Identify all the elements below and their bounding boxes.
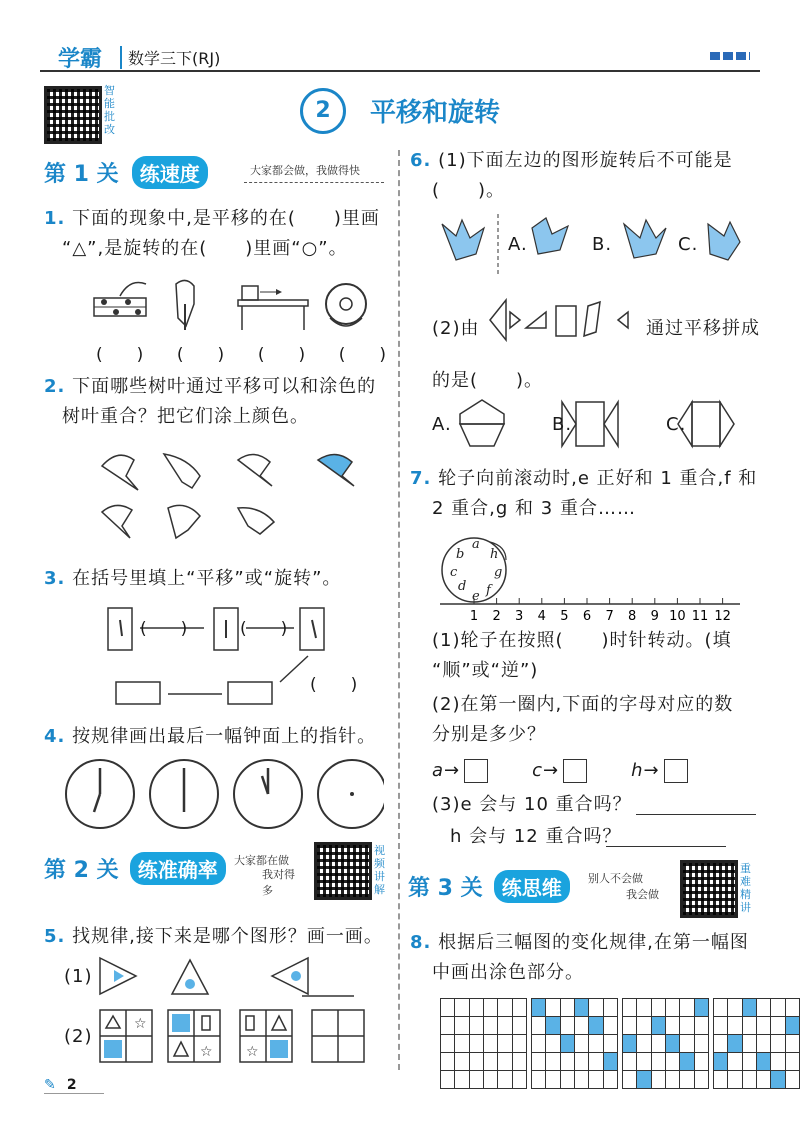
logo: 学霸 xyxy=(58,47,103,72)
q1-blanks xyxy=(96,340,386,365)
q6-composite-a[interactable]: A. xyxy=(432,414,452,435)
grid-cell xyxy=(455,1053,469,1071)
tick-label: 5 xyxy=(560,609,569,624)
q5-number: 5. xyxy=(44,926,66,947)
svg-text:☆: ☆ xyxy=(200,1044,213,1060)
grid-cell xyxy=(546,1053,560,1071)
grid-cell xyxy=(680,1035,694,1053)
grid-cell xyxy=(771,1053,785,1071)
grid-cell xyxy=(483,1053,497,1071)
answer-box-h[interactable] xyxy=(664,759,688,783)
grid-cell xyxy=(680,1017,694,1035)
grid-cell xyxy=(651,999,665,1017)
grid-cell xyxy=(694,999,708,1017)
grid-cell xyxy=(665,1017,679,1035)
answer-box-c[interactable] xyxy=(563,759,587,783)
grid-cell xyxy=(623,1053,637,1071)
leaf-4 xyxy=(102,505,132,538)
grid-cell xyxy=(546,999,560,1017)
q1-blank-2[interactable]: ( ) xyxy=(176,345,225,365)
q8-grids xyxy=(440,998,800,1089)
grid-cell xyxy=(603,1071,617,1089)
q6-number: 6. xyxy=(410,150,432,171)
question-2 xyxy=(44,372,394,432)
grid-cell xyxy=(742,999,756,1017)
map-h: h→ xyxy=(631,756,688,786)
grid-cell xyxy=(694,1035,708,1053)
question-5 xyxy=(44,922,394,952)
grid-cell xyxy=(512,1017,526,1035)
grid-cell xyxy=(574,1017,588,1035)
leaf-option-b xyxy=(624,220,666,258)
leaf-option-c xyxy=(708,222,740,260)
grid-cell xyxy=(483,999,497,1017)
grid-cell xyxy=(785,1035,799,1053)
q7-line1: 轮子向前滚动时,e 正好和 1 重合,f 和 xyxy=(438,468,758,489)
abacus-picture xyxy=(94,283,146,317)
level-3-pill: 练思维 xyxy=(494,870,570,903)
grid-cell xyxy=(637,1035,651,1053)
grid-cell xyxy=(714,1017,728,1035)
grid-cell xyxy=(714,1071,728,1089)
grid-cell xyxy=(728,999,742,1017)
q5-part1-shapes xyxy=(96,954,366,998)
wheel-letter-e: e xyxy=(472,589,480,604)
grid-cell xyxy=(469,1017,483,1035)
grid-cell xyxy=(694,1053,708,1071)
subject-label: 数学三下(RJ) xyxy=(120,46,220,69)
q5-text: 找规律,接下来是哪个图形？画一画。 xyxy=(72,926,383,947)
grid-cell xyxy=(574,1053,588,1071)
q1-line1: 下面的现象中,是平移的在( )里画 xyxy=(72,208,380,229)
grid-cell xyxy=(441,1053,455,1071)
question-7 xyxy=(410,464,760,524)
grid-pattern-2 xyxy=(622,998,709,1089)
q1-blank-3[interactable]: ( ) xyxy=(257,345,306,365)
q2-line2: 树叶重合？把它们涂上颜色。 xyxy=(62,406,309,427)
grid-cell xyxy=(498,1071,512,1089)
q6-option-b[interactable]: B. xyxy=(592,234,613,255)
q7-sub3-answer-1[interactable] xyxy=(636,814,756,815)
grid-cell xyxy=(469,1035,483,1053)
grid-cell xyxy=(483,1071,497,1089)
q8-number: 8. xyxy=(410,932,432,953)
wheel-letter-h: h xyxy=(490,547,499,562)
section-number: 2 xyxy=(300,88,346,134)
grid-cell xyxy=(574,999,588,1017)
grid-cell xyxy=(771,999,785,1017)
q7-wheel-diagram xyxy=(440,534,750,624)
leaf-1 xyxy=(102,455,138,490)
wheel-letter-d: d xyxy=(458,579,467,594)
q7-sub2 xyxy=(432,690,762,750)
question-1 xyxy=(44,204,394,264)
grid-cell xyxy=(785,1071,799,1089)
grid-cell xyxy=(651,1035,665,1053)
leaf-6 xyxy=(238,508,274,534)
grid-cell xyxy=(651,1017,665,1035)
grid-cell xyxy=(714,999,728,1017)
grid-cell xyxy=(455,999,469,1017)
grid-cell xyxy=(469,1053,483,1071)
q6-part1-line1: (1)下面左边的图形旋转后不可能是 xyxy=(438,150,733,171)
grid-cell xyxy=(623,1035,637,1053)
q7-sub2-line2: 分别是多少？ xyxy=(432,724,546,745)
grid-cell xyxy=(665,1035,679,1053)
q7-mapping xyxy=(432,756,762,786)
grid-cell xyxy=(603,999,617,1017)
qr-label-3: 重难精讲 xyxy=(740,862,751,914)
grid-cell xyxy=(589,999,603,1017)
grid-cell xyxy=(742,1017,756,1035)
grid-cell xyxy=(785,999,799,1017)
q7-sub3-line1: (3)e 会与 10 重合吗？ xyxy=(432,794,632,815)
grid-cell xyxy=(665,1053,679,1071)
grid-cell xyxy=(756,1053,770,1071)
grid-cell xyxy=(532,999,546,1017)
grid-cell xyxy=(785,1017,799,1035)
grid-pattern-1 xyxy=(531,998,618,1089)
q2-number: 2. xyxy=(44,376,66,397)
grid-cell xyxy=(603,1017,617,1035)
grid-cell xyxy=(714,1053,728,1071)
grid-cell xyxy=(532,1071,546,1089)
grid-cell xyxy=(498,999,512,1017)
grid-cell xyxy=(546,1035,560,1053)
grid-cell xyxy=(728,1053,742,1071)
grid-cell xyxy=(574,1071,588,1089)
page-number: 2 xyxy=(66,1077,77,1093)
q7-number: 7. xyxy=(410,468,432,489)
grid-cell xyxy=(441,999,455,1017)
grid-cell xyxy=(665,999,679,1017)
map-a: a→ xyxy=(432,756,488,786)
grid-cell xyxy=(637,1017,651,1035)
tick-label: 4 xyxy=(537,609,546,624)
qr-label-2: 视频讲解 xyxy=(374,844,385,896)
grid-cell xyxy=(512,1035,526,1053)
leaf-2 xyxy=(164,454,200,488)
grid-cell xyxy=(512,1053,526,1071)
level-3-note-2: 我会做 xyxy=(626,888,659,901)
q4-clocks xyxy=(64,756,384,836)
page-footer xyxy=(44,1074,104,1094)
answer-box-a[interactable] xyxy=(464,759,488,783)
tick-label: 8 xyxy=(628,609,637,624)
grid-cell xyxy=(623,1071,637,1089)
level-2-header xyxy=(44,852,304,897)
grid-cell xyxy=(589,1071,603,1089)
q7-sub3-answer-2[interactable] xyxy=(606,846,726,847)
grid-cell xyxy=(560,1035,574,1053)
tick-label: 3 xyxy=(515,609,524,624)
q6-option-c[interactable]: C. xyxy=(678,234,699,255)
grid-cell xyxy=(589,1053,603,1071)
q6-composite-c[interactable]: C. xyxy=(666,414,687,435)
header xyxy=(40,40,760,72)
leaf-3 xyxy=(238,454,272,486)
q6-pieces xyxy=(486,298,636,342)
q3-blank-2[interactable]: ( ) xyxy=(240,619,288,639)
q1-number: 1. xyxy=(44,208,66,229)
question-3 xyxy=(44,564,394,594)
grid-cell xyxy=(771,1035,785,1053)
grid-cell xyxy=(603,1035,617,1053)
leaf-5 xyxy=(168,505,200,538)
q1-pictures xyxy=(90,274,380,334)
grid-cell xyxy=(546,1071,560,1089)
grid-cell xyxy=(560,1071,574,1089)
leaf-original xyxy=(442,220,484,260)
grid-cell xyxy=(589,1017,603,1035)
question-6 xyxy=(410,146,760,206)
q4-text: 按规律画出最后一幅钟面上的指针。 xyxy=(72,726,377,747)
wheel-letter-a: a xyxy=(472,537,480,552)
grid-cell xyxy=(532,1035,546,1053)
grid-cell xyxy=(441,1017,455,1035)
grid-cell xyxy=(771,1071,785,1089)
q7-line2: 2 重合,g 和 3 重合…… xyxy=(432,498,636,519)
level-2-note-1: 大家都在做 xyxy=(234,854,289,867)
grid-cell xyxy=(603,1053,617,1071)
svg-text:☆: ☆ xyxy=(134,1016,147,1032)
level-1-underline xyxy=(244,182,384,183)
grid-cell xyxy=(589,1035,603,1053)
q6-composite-options xyxy=(452,396,752,452)
q6-part1-line2: ( )。 xyxy=(432,180,506,201)
pencil-icon: ✎ xyxy=(44,1077,56,1093)
tick-label: 2 xyxy=(492,609,501,624)
grid-cell xyxy=(728,1017,742,1035)
qr-code-3[interactable] xyxy=(680,860,738,918)
q6-composite-b[interactable]: B. xyxy=(552,414,573,435)
wheel-letter-f: f xyxy=(486,583,491,598)
q7-sub1-line2: “顺”或“逆”) xyxy=(432,660,539,681)
level-3-label: 第 3 关 xyxy=(408,876,483,901)
level-2-label: 第 2 关 xyxy=(44,858,119,883)
grid-cell xyxy=(560,1017,574,1035)
level-2-note-2: 我对得多 xyxy=(262,868,295,897)
grid-cell xyxy=(637,1053,651,1071)
grid-cell xyxy=(714,1035,728,1053)
q3-blank-1[interactable]: ( ) xyxy=(140,619,188,639)
table-box-picture xyxy=(238,286,308,330)
grid-cell xyxy=(560,999,574,1017)
question-8 xyxy=(410,928,760,988)
grid-cell xyxy=(785,1053,799,1071)
map-c: c→ xyxy=(532,756,587,786)
grid-cell xyxy=(560,1053,574,1071)
grid-cell xyxy=(694,1017,708,1035)
grid-cell xyxy=(623,1017,637,1035)
q3-number: 3. xyxy=(44,568,66,589)
q6-part2-line2: 的是( )。 xyxy=(432,370,544,391)
q5-part2-grids xyxy=(96,1006,366,1068)
steering-wheel-picture xyxy=(326,284,366,326)
q4-number: 4. xyxy=(44,726,66,747)
grid-cell xyxy=(651,1071,665,1089)
grid-cell xyxy=(469,1071,483,1089)
grid-cell xyxy=(742,1053,756,1071)
level-1-note: 大家都会做，我做得快 xyxy=(250,164,360,177)
grid-cell xyxy=(728,1071,742,1089)
q3-blank-3[interactable]: ( ) xyxy=(310,675,358,695)
grid-cell xyxy=(512,999,526,1017)
level-1-header xyxy=(44,156,384,189)
grid-cell xyxy=(756,1035,770,1053)
grid-pattern-3 xyxy=(713,998,800,1089)
tick-label: 9 xyxy=(650,609,659,624)
corner-marks xyxy=(710,52,750,60)
grid-cell xyxy=(574,1035,588,1053)
grid-cell xyxy=(756,1017,770,1035)
qr-label: 智能批改 xyxy=(104,84,115,136)
tick-label: 1 xyxy=(469,609,479,624)
q6-part2-text: 通过平移拼成 xyxy=(646,318,760,339)
grid-cell xyxy=(498,1017,512,1035)
wheel-letter-b: b xyxy=(456,547,465,562)
q1-line2: “△”,是旋转的在( )里画“○”。 xyxy=(62,238,348,259)
wheel-letter-c: c xyxy=(450,565,458,580)
grid-cell xyxy=(771,1017,785,1035)
grid-cell xyxy=(546,1017,560,1035)
q2-leaves xyxy=(96,446,386,546)
grid-cell xyxy=(498,1035,512,1053)
level-1-pill: 练速度 xyxy=(132,156,208,189)
tick-label: 7 xyxy=(605,609,614,624)
q5-part2-label: (2) xyxy=(64,1026,93,1047)
level-3-header xyxy=(408,870,688,903)
grid-cell xyxy=(455,1035,469,1053)
leaf-option-a xyxy=(532,218,568,254)
grid-cell xyxy=(728,1035,742,1053)
q1-blank-4[interactable]: ( ) xyxy=(338,345,386,365)
grid-cell xyxy=(637,1071,651,1089)
grid-cell xyxy=(498,1053,512,1071)
q7-sub1 xyxy=(432,626,762,686)
q7-sub2-line1: (2)在第一圈内,下面的字母对应的数 xyxy=(432,694,734,715)
shaded-leaf xyxy=(318,454,354,486)
q8-line1: 根据后三幅图的变化规律,在第一幅图 xyxy=(438,932,749,953)
q1-blank-1[interactable]: ( ) xyxy=(96,345,144,365)
level-2-pill: 练准确率 xyxy=(130,852,226,885)
column-divider xyxy=(398,150,400,1070)
q6-option-a[interactable]: A. xyxy=(508,234,528,255)
q8-line2: 中画出涂色部分。 xyxy=(432,962,584,983)
qr-code-2[interactable] xyxy=(314,842,372,900)
grid-cell xyxy=(532,1053,546,1071)
q7-sub3-line2: h 会与 12 重合吗？ xyxy=(450,826,622,847)
svg-text:☆: ☆ xyxy=(246,1044,259,1060)
grid-cell xyxy=(469,999,483,1017)
qr-code[interactable] xyxy=(44,86,102,144)
grid-cell xyxy=(455,1017,469,1035)
q7-sub1-line1: (1)轮子在按照( )时针转动。(填 xyxy=(432,630,732,651)
grid-cell xyxy=(441,1071,455,1089)
q3-text: 在括号里填上“平移”或“旋转”。 xyxy=(72,568,342,589)
grid-cell xyxy=(680,999,694,1017)
grid-cell xyxy=(483,1035,497,1053)
level-1-label: 第 1 关 xyxy=(44,162,119,187)
grid-cell xyxy=(680,1053,694,1071)
level-3-note-1: 别人不会做 xyxy=(588,872,643,885)
grid-cell xyxy=(441,1035,455,1053)
tick-label: 12 xyxy=(714,609,731,624)
grid-cell xyxy=(512,1071,526,1089)
grid-cell xyxy=(694,1071,708,1089)
grid-cell xyxy=(756,1071,770,1089)
grid-cell xyxy=(756,999,770,1017)
grid-cell xyxy=(455,1071,469,1089)
grid-cell xyxy=(651,1053,665,1071)
q6-part2-intro: (2)由 xyxy=(432,318,480,339)
grid-cell xyxy=(680,1071,694,1089)
grid-cell xyxy=(637,999,651,1017)
number-line-ticks xyxy=(470,598,731,624)
grid-cell xyxy=(483,1017,497,1035)
tick-label: 6 xyxy=(582,609,592,624)
section-title: 平移和旋转 xyxy=(370,98,501,128)
grid-blank[interactable] xyxy=(440,998,527,1089)
grid-cell xyxy=(532,1017,546,1035)
tick-label: 10 xyxy=(669,609,686,624)
grid-cell xyxy=(623,999,637,1017)
tick-label: 11 xyxy=(691,609,709,624)
question-4 xyxy=(44,722,394,752)
grid-cell xyxy=(665,1071,679,1089)
screw-picture xyxy=(176,280,194,330)
wheel-letter-g: g xyxy=(494,565,503,580)
grid-cell xyxy=(742,1035,756,1053)
grid-cell xyxy=(742,1071,756,1089)
q5-part1-label: (1) xyxy=(64,966,93,987)
q2-line1: 下面哪些树叶通过平移可以和涂色的 xyxy=(72,376,377,397)
